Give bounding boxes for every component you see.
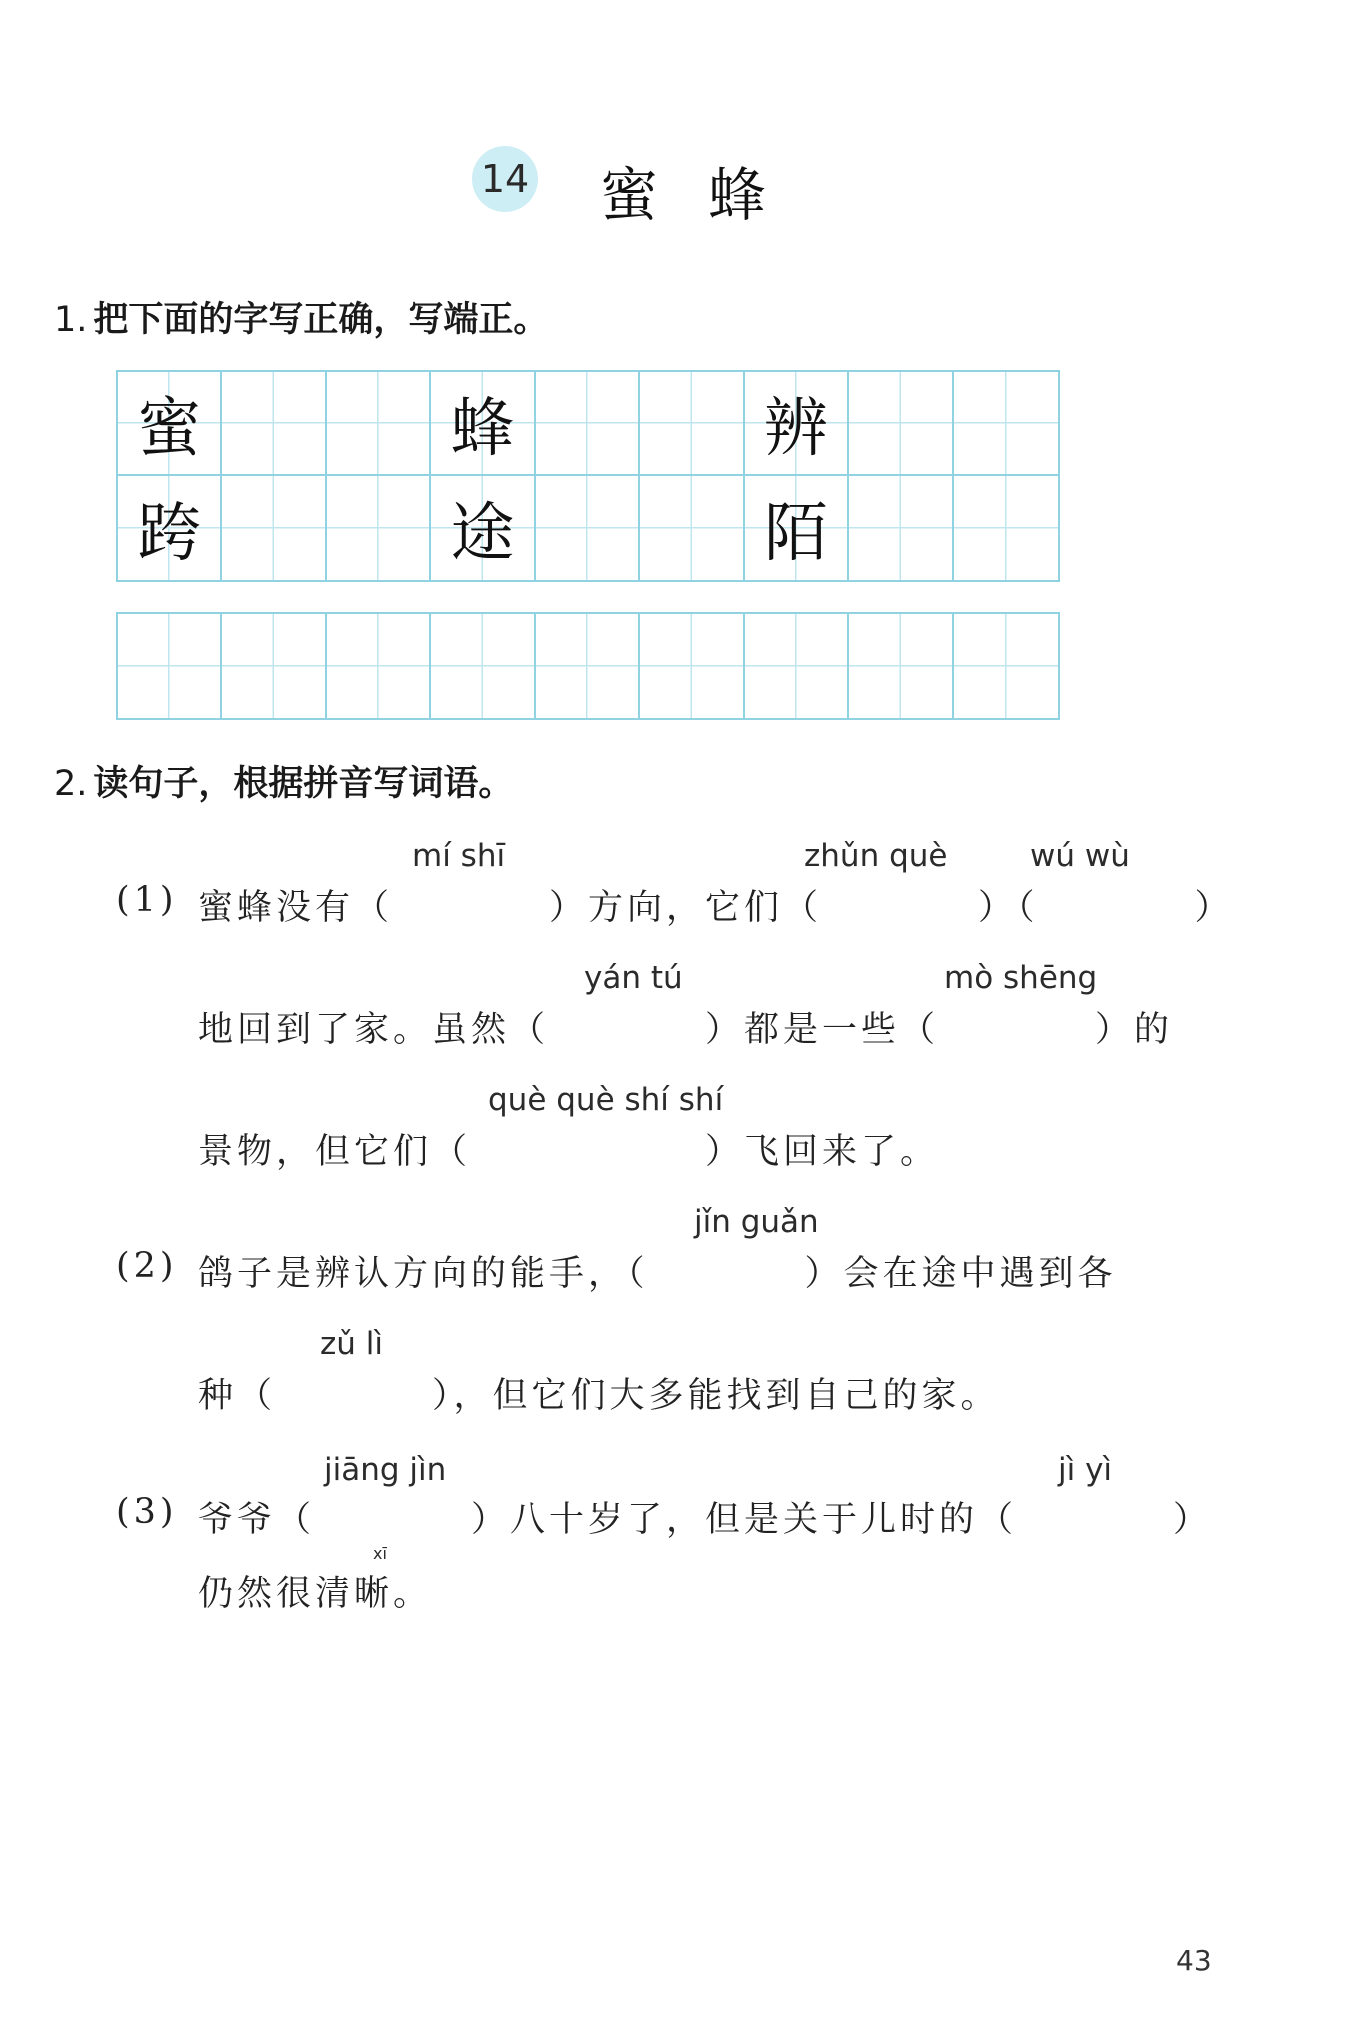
question2-line1: 鸽子是辨认方向的能手，（ ）会在途中遇到各: [198, 1254, 1117, 1294]
section2-heading: [54, 756, 513, 806]
grid-cell[interactable]: [640, 614, 744, 718]
grid-cell[interactable]: 蜂: [431, 372, 535, 476]
grid-cell[interactable]: [327, 614, 431, 718]
grid-cell[interactable]: [849, 372, 953, 476]
grid-cell[interactable]: [431, 614, 535, 718]
grid-cell[interactable]: 途: [431, 476, 535, 580]
pinyin-ji-yi: jì yì: [1058, 1452, 1113, 1488]
grid-cell[interactable]: 跨: [118, 476, 222, 580]
question1-line3: 景物，但它们（ ）飞回来了。: [198, 1132, 940, 1172]
pinyin-que-que-shi-shi: què què shí shí: [488, 1082, 724, 1118]
grid-cell[interactable]: [327, 476, 431, 580]
question1-line2: 地回到了家。虽然（ ）都是一些（ ）的: [198, 1010, 1174, 1050]
grid-cell[interactable]: [327, 372, 431, 476]
question1-line1: 蜜蜂没有（ ）方向，它们（ ）（ ）: [198, 888, 1234, 928]
section1-instruction: 把下面的字写正确，写端正。: [93, 299, 549, 340]
question3-line2: 仍然很清晰。: [198, 1574, 433, 1614]
grid-cell[interactable]: [954, 476, 1058, 580]
question3-line1: 爷爷（ ）八十岁了，但是关于儿时的（ ）: [198, 1500, 1213, 1540]
pinyin-zhun-que: zhǔn què: [804, 838, 948, 874]
section2-number: 2.: [54, 764, 88, 804]
pinyin-yan-tu: yán tú: [584, 960, 683, 996]
grid-cell[interactable]: 辨: [745, 372, 849, 476]
grid-cell[interactable]: [118, 614, 222, 718]
pinyin-jiang-jin: jiāng jìn: [324, 1452, 447, 1488]
grid-cell[interactable]: [222, 614, 326, 718]
section1-number: 1.: [54, 300, 88, 340]
pinyin-wu-wu: wú wù: [1030, 838, 1130, 874]
pinyin-mo-sheng: mò shēng: [944, 960, 1098, 996]
question2-label: (2): [116, 1246, 178, 1286]
question3-label: (3): [116, 1492, 178, 1532]
grid-cell[interactable]: [222, 372, 326, 476]
grid-cell[interactable]: [536, 372, 640, 476]
question1-label: (1): [116, 880, 178, 920]
blank-writing-grid: [116, 612, 1060, 720]
pinyin-xi: xī: [373, 1544, 387, 1563]
lesson-number-badge: 14: [472, 146, 538, 212]
page-number: 43: [1176, 1944, 1212, 1977]
section2-instruction: 读句子，根据拼音写词语。: [93, 763, 514, 804]
pinyin-mi-shi: mí shī: [412, 838, 506, 874]
grid-cell[interactable]: [536, 476, 640, 580]
character-writing-grid: [116, 370, 1060, 582]
grid-cell[interactable]: [640, 476, 744, 580]
grid-cell[interactable]: [849, 476, 953, 580]
lesson-title: 蜜蜂: [600, 161, 817, 229]
grid-cell[interactable]: 蜜: [118, 372, 222, 476]
grid-cell[interactable]: [849, 614, 953, 718]
grid-cell[interactable]: [954, 614, 1058, 718]
section1-heading: [54, 292, 548, 342]
grid-cell[interactable]: [745, 614, 849, 718]
grid-cell[interactable]: [954, 372, 1058, 476]
pinyin-jin-guan: jǐn guǎn: [694, 1204, 819, 1240]
pinyin-zu-li: zǔ lì: [320, 1326, 383, 1362]
grid-cell[interactable]: 陌: [745, 476, 849, 580]
question2-line2: 种（ ），但它们大多能找到自己的家。: [198, 1376, 1000, 1416]
grid-cell[interactable]: [536, 614, 640, 718]
grid-cell[interactable]: [640, 372, 744, 476]
grid-cell[interactable]: [222, 476, 326, 580]
